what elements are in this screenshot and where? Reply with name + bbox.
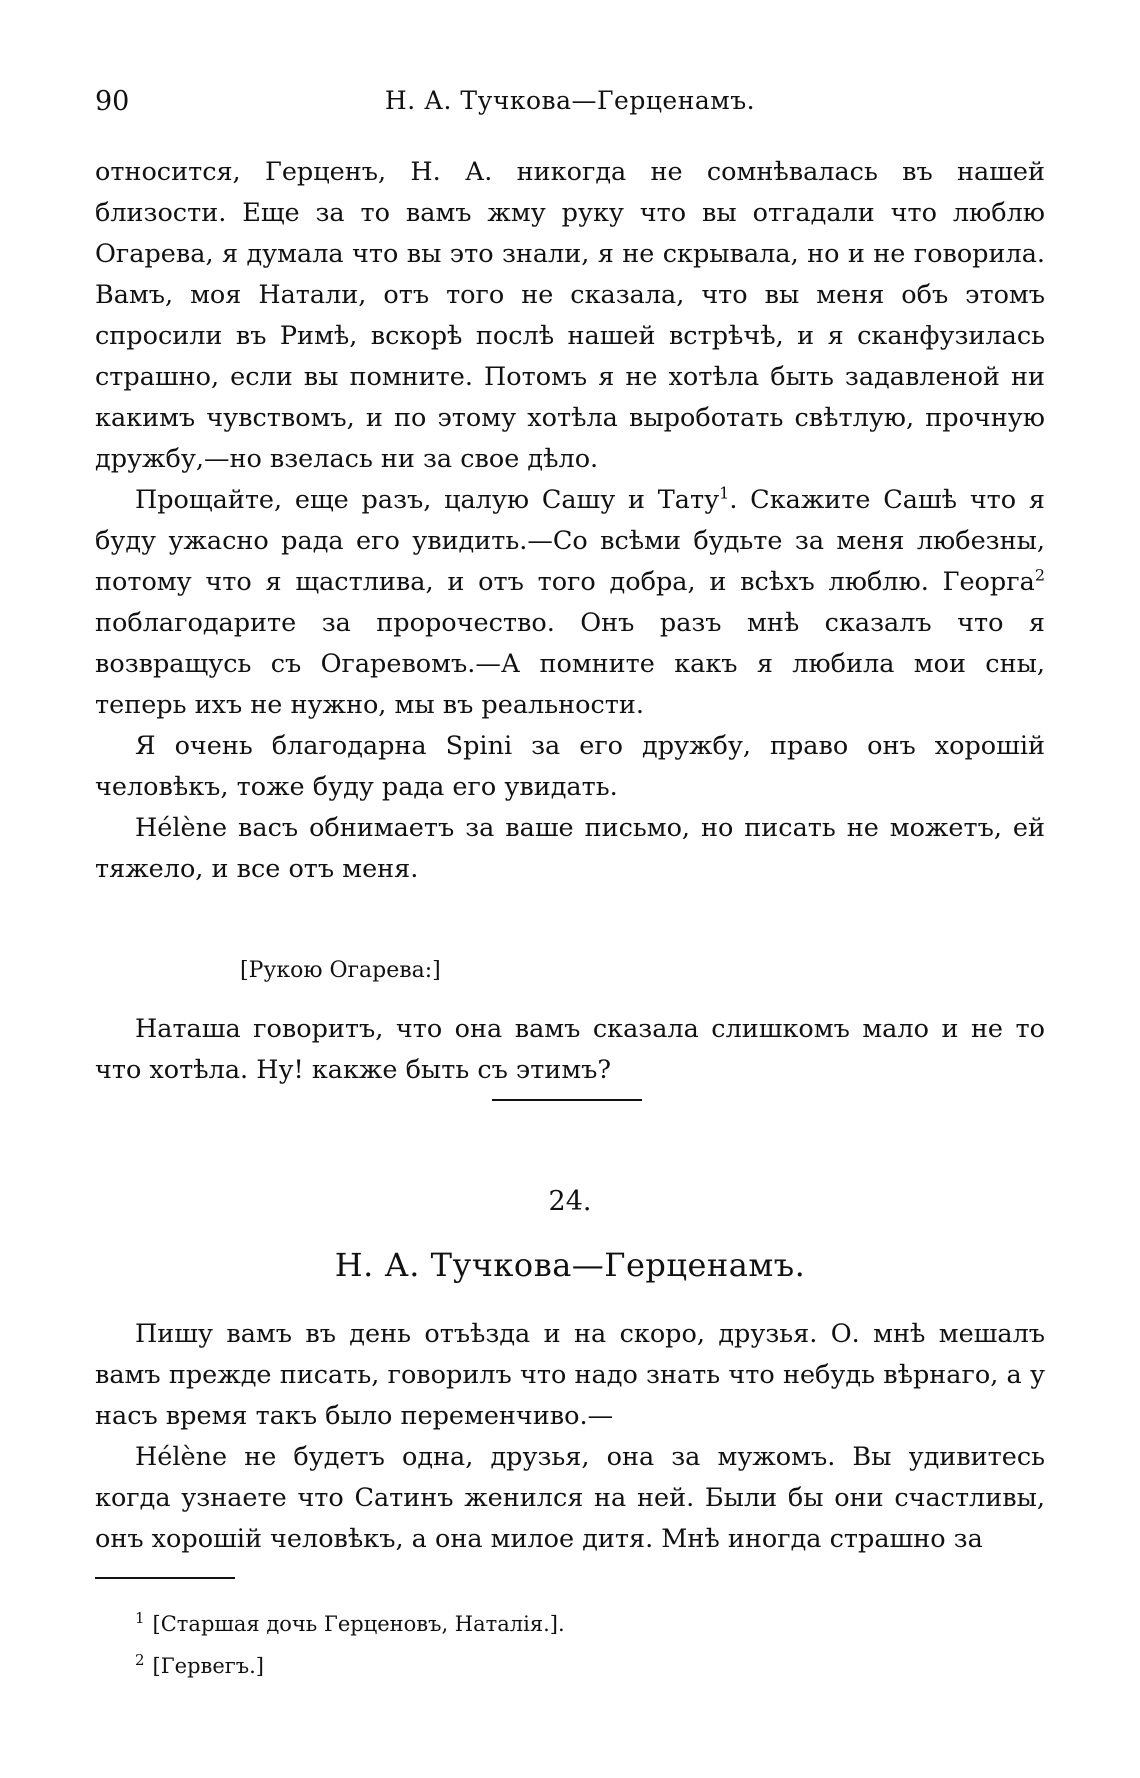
footnote-mark: 2 <box>135 1651 145 1669</box>
letter-24-body <box>95 1314 1045 1560</box>
paragraph: Пишу вамъ въ день отъѣзда и на скоро, друзья. О. мнѣ мешалъ вамъ прежде писать, говорилъ что надо знать что небудь вѣрнаго, а у насъ время такъ было переменчиво.— <box>95 1319 1045 1431</box>
paragraph: Я очень благодарна Spini за его дружбу, право онъ хорошій человѣкъ, тоже буду рада его увидать. <box>95 731 1045 802</box>
page-number: 90 <box>95 86 130 117</box>
running-title: Н. А. Тучкова—Герценамъ. <box>384 86 756 115</box>
paragraph <box>95 480 1045 726</box>
paragraph-text: поблагодарите за пророчество. Онъ разъ мнѣ сказалъ что я возвращусь съ Огаревомъ.—А помните какъ я любила мои сны, теперь ихъ не нужно, мы въ реальности. <box>95 608 1045 720</box>
footnote <box>135 1600 565 1642</box>
paragraph: Hélène васъ обнимаетъ за ваше письмо, но писать не можетъ, ей тяжело, и все отъ меня. <box>95 813 1045 884</box>
paragraph: Hélène не будетъ одна, друзья, она за мужомъ. Вы удивитесь когда узнаете что Сатинъ женился на ней. Были бы они счастливы, онъ хорошій человѣкъ, а она милое дитя. Мнѣ иногда страшно за <box>95 1442 1045 1554</box>
letter-number: 24. <box>548 1186 592 1217</box>
footnotes <box>135 1600 565 1684</box>
paragraph: относится, Герценъ, Н. А. никогда не сомнѣвалась въ нашей близости. Еще за то вамъ жму руку что вы отгадали что люблю Огарева, я думала что вы это знали, я не скрывала, но и не говорила. Вамъ, моя Натали, отъ того не сказала, что вы меня объ этомъ спросили въ Римѣ, вскорѣ послѣ нашей встрѣчѣ, и я сканфузилась страшно, если вы помните. Потомъ я не хотѣла быть задавленой ни какимъ чувствомъ, и по этому хотѣла выроботать свѣтлую, прочную дружбу,—но взелась ни за свое дѣло. <box>95 157 1045 474</box>
letter-title: Н. А. Тучкова—Герценамъ. <box>334 1246 806 1284</box>
page-header <box>95 86 1045 126</box>
section-divider <box>492 1099 642 1101</box>
footnote-text: [Гервегъ.] <box>152 1654 264 1678</box>
footnote <box>135 1642 565 1684</box>
editorial-note: [Рукою Огарева:] <box>240 958 441 983</box>
paragraph-text: Прощайте, еще разъ, цалую Сашу и Тату <box>135 485 720 515</box>
paragraph-text: . Скажите Сашѣ что я буду ужасно рада его увидить.—Со всѣми будьте за меня любезны, потому что я щастлива, и отъ того добра, и всѣхъ люблю. Георга <box>95 485 1045 597</box>
paragraph: Наташа говоритъ, что она вамъ сказала слишкомъ мало и не то что хотѣла. Ну! какже быть съ этимъ? <box>95 1014 1045 1085</box>
footnote-text: [Старшая дочь Герценовъ, Наталія.]. <box>152 1612 565 1636</box>
footnote-mark: 1 <box>135 1609 145 1627</box>
letter-23-continuation <box>95 152 1045 1091</box>
footnote-divider <box>95 1577 235 1579</box>
footnote-ref: 1 <box>719 483 730 503</box>
footnote-ref: 2 <box>1034 565 1045 585</box>
